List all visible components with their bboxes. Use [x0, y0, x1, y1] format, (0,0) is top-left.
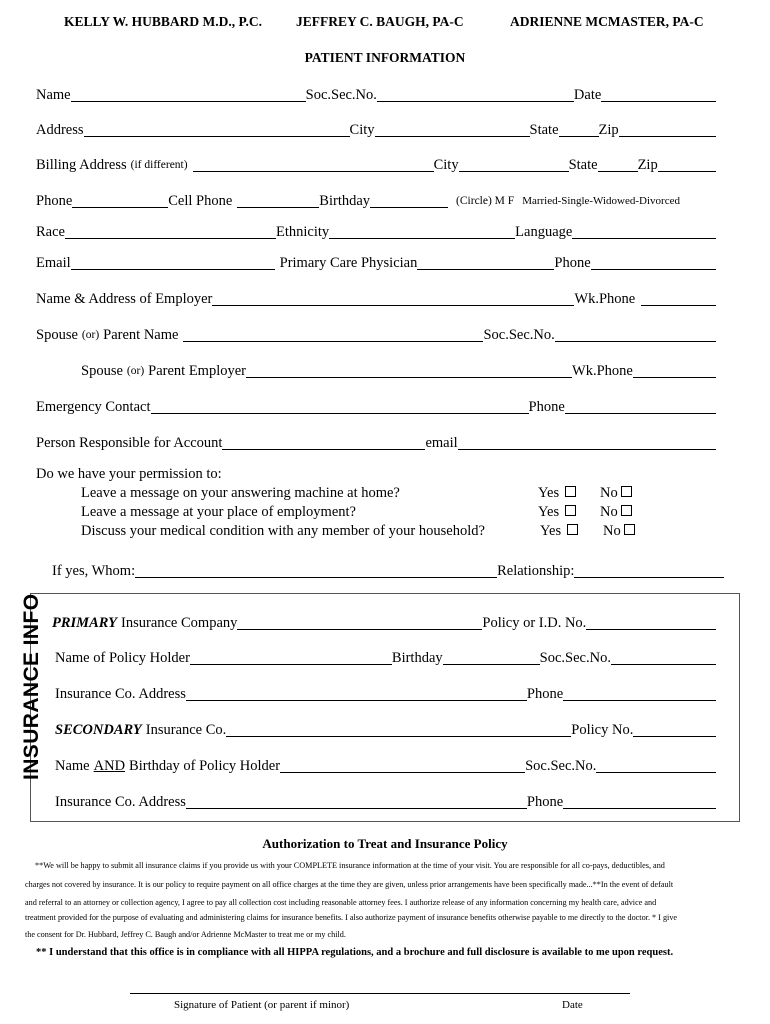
authorization-line: the consent for Dr. Hubbard, Jeffrey C. Baugh and/or Adrienne McMaster to treat me or my child. — [25, 930, 346, 939]
no-label: No — [603, 523, 621, 539]
date-label: Date — [573, 87, 602, 103]
birthday-field[interactable] — [370, 192, 448, 208]
parent-name-label: Parent Name — [103, 327, 179, 343]
emergency-phone-field[interactable] — [565, 398, 716, 414]
emergency-phone-label: Phone — [528, 399, 565, 415]
secondary-holder-ssn-label: Soc.Sec.No. — [525, 758, 597, 774]
permission-no-option-1[interactable] — [600, 485, 632, 502]
spouse-employer-label: Spouse — [81, 363, 123, 379]
email-label: Email — [36, 255, 71, 271]
emergency-contact-field[interactable] — [151, 398, 529, 414]
and-word-label: AND — [93, 758, 126, 774]
billing-city-label: City — [433, 157, 459, 173]
person-responsible-field[interactable] — [222, 434, 425, 450]
primary-insurance-phone-label: Phone — [526, 686, 564, 702]
row-spouse-name — [36, 322, 716, 344]
or-label: (or) — [81, 329, 100, 341]
whom-field[interactable] — [135, 562, 497, 578]
row-spouse-employer — [81, 358, 716, 380]
authorization-line: **We will be happy to submit all insurance claims if you provide us with your COMPLETE insurance information at the time of your visit. You are responsible for all co-pays, deductibles, and — [35, 861, 665, 870]
phone-field[interactable] — [72, 192, 168, 208]
row-phone — [36, 188, 716, 210]
parent-employer-label: Parent Employer — [148, 363, 247, 379]
provider-name-1: KELLY W. HUBBARD M.D., P.C. — [64, 14, 263, 29]
name-label: Name — [36, 87, 71, 103]
no-checkbox[interactable] — [621, 486, 632, 497]
billing-zip-field[interactable] — [658, 156, 716, 172]
secondary-label: SECONDARY — [55, 722, 142, 738]
primary-insurance-company-field[interactable] — [237, 614, 482, 630]
row-emergency — [36, 394, 716, 416]
primary-care-label: Primary Care Physician — [279, 255, 418, 271]
permission-item: Leave a message at your place of employment? — [81, 504, 356, 520]
name-of-policy-holder-label: Name of Policy Holder — [55, 650, 190, 666]
ethnicity-label: Ethnicity — [275, 224, 330, 240]
zip-field[interactable] — [619, 121, 716, 137]
phone-label: Phone — [36, 193, 73, 209]
secondary-insurance-address-label: Insurance Co. Address — [55, 794, 186, 810]
yes-checkbox[interactable] — [565, 505, 576, 516]
language-field[interactable] — [572, 223, 716, 239]
billing-address-label: Billing Address — [36, 157, 127, 173]
primary-holder-name-field[interactable] — [190, 649, 392, 665]
ethnicity-field[interactable] — [329, 223, 515, 239]
responsible-email-field[interactable] — [458, 434, 716, 450]
yes-label: Yes — [538, 485, 560, 501]
if-different-label: (if different) — [130, 159, 188, 171]
row-billing-address — [36, 152, 716, 174]
employer-wk-phone-field[interactable] — [641, 290, 716, 306]
relationship-label: Relationship: — [497, 563, 575, 579]
insurance-co-address-label: Insurance Co. Address — [55, 686, 186, 702]
spouse-wk-phone-label: Wk.Phone — [572, 363, 633, 379]
secondary-policy-field[interactable] — [633, 721, 716, 737]
secondary-policy-no-label: Policy No. — [571, 722, 634, 738]
authorization-line: charges not covered by insurance. It is our policy to require payment on all office charges at the time they are given, unless prior arrangements have been specifically made...**In the event of default — [25, 880, 674, 889]
no-checkbox[interactable] — [624, 524, 635, 535]
spouse-name-field[interactable] — [183, 326, 483, 342]
yes-checkbox[interactable] — [567, 524, 578, 535]
row-employer — [36, 286, 716, 308]
row-email — [36, 250, 716, 272]
primary-holder-ssn-label: Soc.Sec.No. — [539, 650, 611, 666]
row-name — [36, 82, 716, 104]
insurance-company-label: Insurance Company — [121, 615, 238, 631]
provider-name-2: JEFFREY C. BAUGH, PA-C — [296, 14, 464, 29]
billing-state-field[interactable] — [598, 156, 638, 172]
yes-label: Yes — [538, 504, 560, 520]
state-label: State — [529, 122, 559, 138]
address-label: Address — [36, 122, 84, 138]
marital-status-option[interactable]: Married-Single-Widowed-Divorced — [522, 195, 680, 207]
race-field[interactable] — [65, 223, 276, 239]
row-primary-insurance — [52, 610, 716, 632]
secondary-insurance-phone-label: Phone — [526, 794, 564, 810]
permission-yes-option-3[interactable] — [540, 523, 578, 540]
signature-date-label: Date — [562, 999, 583, 1011]
primary-holder-birthday-field[interactable] — [443, 649, 540, 665]
billing-city-field[interactable] — [459, 156, 569, 172]
permission-yes-option-1[interactable] — [538, 485, 576, 502]
employer-field[interactable] — [212, 290, 574, 306]
date-field[interactable] — [601, 86, 716, 102]
cell-phone-label: Cell Phone — [168, 193, 233, 209]
permission-no-option-2[interactable] — [600, 504, 632, 521]
billing-address-field[interactable] — [193, 156, 434, 172]
spouse-employer-field[interactable] — [246, 362, 572, 378]
secondary-insurance-co-label: Insurance Co. — [145, 722, 227, 738]
pcp-phone-label: Phone — [554, 255, 591, 271]
no-checkbox[interactable] — [621, 505, 632, 516]
permission-yes-option-2[interactable] — [538, 504, 576, 521]
employer-label: Name & Address of Employer — [36, 291, 213, 307]
language-label: Language — [515, 224, 573, 240]
address-field[interactable] — [84, 121, 350, 137]
hipaa-acknowledgement: ** I understand that this office is in compliance with all HIPPA regulations, and a brochure and full disclosure is available to me upon request. — [36, 947, 674, 958]
zip-label: Zip — [598, 122, 619, 138]
birthday-label: Birthday — [319, 193, 371, 209]
authorization-line: and referral to an attorney or collection agency, I agree to pay all collection cost including reasonable attorney fees. I authorize release of any information concerning my health care, advice and — [25, 898, 657, 907]
row-primary-holder — [55, 645, 716, 667]
emergency-contact-label: Emergency Contact — [36, 399, 151, 415]
row-secondary-insurance — [55, 717, 716, 739]
state-field[interactable] — [559, 121, 599, 137]
pcp-phone-field[interactable] — [591, 254, 716, 270]
billing-zip-label: Zip — [637, 157, 658, 173]
responsible-email-label: email — [425, 435, 458, 451]
provider-name-3: ADRIENNE MCMASTER, PA-C — [510, 14, 704, 29]
secondary-holder-field[interactable] — [280, 757, 525, 773]
permission-item: Discuss your medical condition with any member of your household? — [81, 523, 485, 539]
birthday-of-holder-label: Birthday of Policy Holder — [129, 758, 281, 774]
spouse-ssn-field[interactable] — [555, 326, 716, 342]
permission-no-option-3[interactable] — [603, 523, 635, 540]
row-address — [36, 117, 716, 139]
secondary-holder-ssn-field[interactable] — [596, 757, 716, 773]
permission-item: Leave a message on your answering machine at home? — [81, 485, 400, 501]
policy-or-id-label: Policy or I.D. No. — [482, 615, 587, 631]
row-primary-address — [55, 681, 716, 703]
person-responsible-label: Person Responsible for Account — [36, 435, 223, 451]
no-label: No — [600, 485, 618, 501]
sex-circle-option[interactable]: (Circle) M F — [456, 195, 515, 207]
primary-insurance-phone-field[interactable] — [563, 685, 716, 701]
spouse-label: Spouse — [36, 327, 78, 343]
primary-insurance-address-field[interactable] — [186, 685, 527, 701]
yes-label: Yes — [540, 523, 562, 539]
signature-label: Signature of Patient (or parent if minor) — [174, 999, 350, 1011]
name-field[interactable] — [71, 86, 306, 102]
primary-care-field[interactable] — [417, 254, 554, 270]
primary-policy-field[interactable] — [586, 614, 716, 630]
row-secondary-address — [55, 789, 716, 811]
primary-holder-ssn-field[interactable] — [611, 649, 716, 665]
secondary-insurance-address-field[interactable] — [186, 793, 527, 809]
race-label: Race — [36, 224, 65, 240]
primary-label: PRIMARY — [52, 615, 118, 631]
employer-wk-phone-label: Wk.Phone — [574, 291, 636, 307]
row-secondary-holder — [55, 753, 716, 775]
spouse-wk-phone-field[interactable] — [633, 362, 716, 378]
row-responsible — [36, 430, 716, 452]
billing-state-label: State — [568, 157, 598, 173]
secondary-insurance-phone-field[interactable] — [563, 793, 716, 809]
row-race — [36, 219, 716, 241]
form-title: PATIENT INFORMATION — [304, 50, 466, 65]
relationship-field[interactable] — [574, 562, 724, 578]
insurance-info-side-label: INSURANCE INFO — [20, 593, 43, 780]
authorization-title: Authorization to Treat and Insurance Policy — [262, 836, 508, 851]
signature-line[interactable] — [130, 993, 630, 994]
or-label-2: (or) — [126, 365, 145, 377]
secondary-insurance-company-field[interactable] — [226, 721, 571, 737]
yes-checkbox[interactable] — [565, 486, 576, 497]
authorization-line: treatment provided for the purpose of evaluating and administering claims for insurance benefits. I also authorize payment of insurance benefits otherwise payable to me directly to the doctor. * I give — [25, 913, 678, 922]
no-label: No — [600, 504, 618, 520]
ssn-field[interactable] — [377, 86, 574, 102]
cell-phone-field[interactable] — [237, 192, 319, 208]
spouse-ssn-label: Soc.Sec.No. — [483, 327, 555, 343]
row-if-yes — [52, 558, 724, 580]
email-field[interactable] — [71, 254, 275, 270]
permission-question: Do we have your permission to: — [36, 466, 222, 482]
if-yes-whom-label: If yes, Whom: — [52, 563, 136, 579]
name-word-label: Name — [55, 758, 90, 774]
ssn-label: Soc.Sec.No. — [305, 87, 377, 103]
city-field[interactable] — [375, 121, 530, 137]
primary-holder-birthday-label: Birthday — [391, 650, 443, 666]
city-label: City — [349, 122, 375, 138]
